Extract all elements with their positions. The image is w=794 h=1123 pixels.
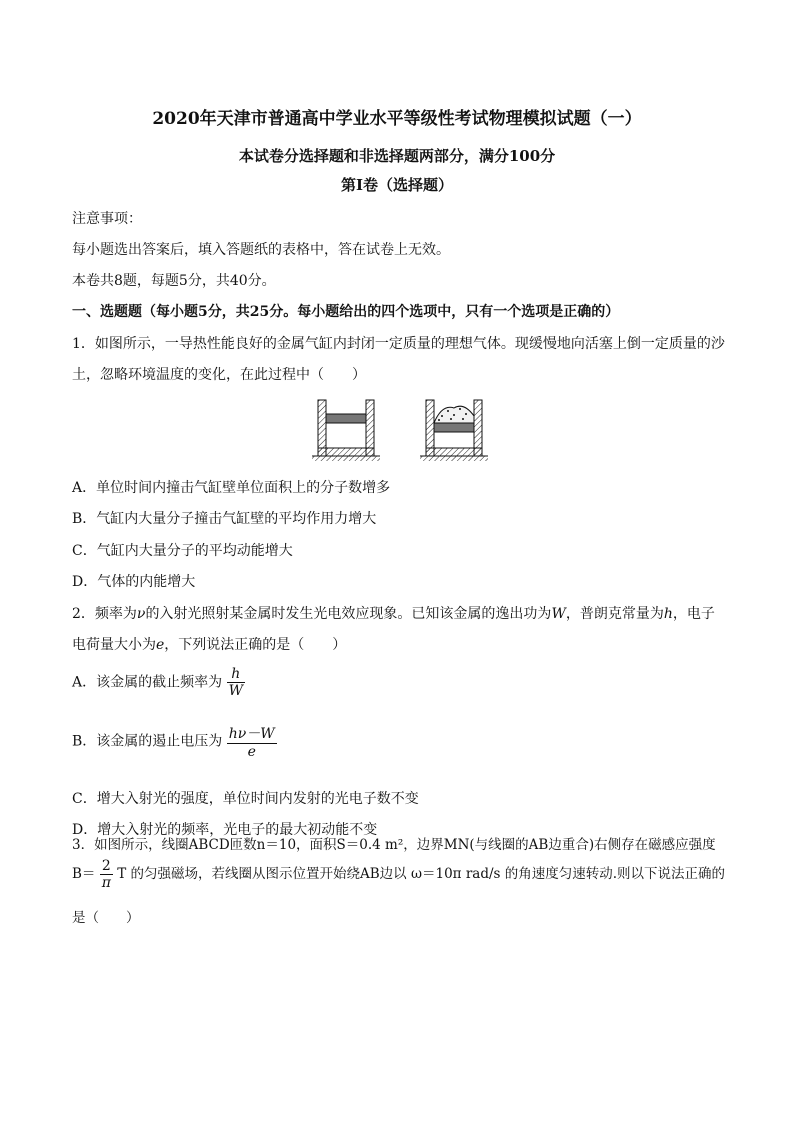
q3-text: B＝ bbox=[72, 866, 96, 882]
fraction-denominator: e bbox=[227, 743, 277, 760]
q1-option-d: D．气体的内能增大 bbox=[72, 574, 196, 590]
fraction-denominator: W bbox=[228, 683, 243, 699]
q3-stem-line-2 bbox=[72, 858, 725, 891]
q1-option-c: C．气缸内大量分子的平均动能增大 bbox=[72, 543, 293, 559]
q2-option-a-text: A．该金属的截止频率为 bbox=[72, 674, 223, 691]
q3-text: T 的匀强磁场，若线圈从图示位置开始绕AB边以 ω＝10π rad/s 的角速度匀速转动.则以下说法正确的 bbox=[117, 866, 726, 882]
q1-stem-line-1: 1．如图所示，一导热性能良好的金属气缸内封闭一定质量的理想气体。现缓慢地向活塞上倒一定质量的沙 bbox=[72, 336, 725, 352]
fraction-numerator: 2 bbox=[101, 858, 111, 874]
q3-stem-line-1: 3．如图所示，线圈ABCD匝数n＝10，面积S＝0.4 m²，边界MN(与线圈的AB边重合)右侧存在磁感应强度 bbox=[72, 837, 716, 853]
q1-option-a: A．单位时间内撞击气缸壁单位面积上的分子数增多 bbox=[72, 480, 391, 496]
q2-text: ，电子 bbox=[672, 606, 715, 622]
page-title: 2020年天津市普通高中学业水平等级性考试物理模拟试题（一） bbox=[152, 109, 642, 129]
notes-line-2: 本卷共8题，每题5分，共40分。 bbox=[72, 273, 276, 289]
page-subtitle: 本试卷分选择题和非选择题两部分，满分100分 bbox=[238, 147, 556, 165]
q2-text: 的入射光照射某金属时发生光电效应现象。已知该金属的逸出功为 bbox=[145, 606, 552, 622]
cylinder-with-sand bbox=[420, 400, 488, 461]
notes-label: 注意事项： bbox=[72, 211, 142, 227]
q2-option-a bbox=[72, 666, 245, 699]
notes-line-1: 每小题选出答案后，填入答题纸的表格中，答在试卷上无效。 bbox=[72, 242, 450, 258]
q2-text: ，下列说法正确的是（ ） bbox=[164, 637, 347, 653]
q1-stem-line-2: 土，忽略环境温度的变化，在此过程中（ ） bbox=[72, 367, 366, 383]
cylinder-without-sand bbox=[312, 400, 380, 461]
q2-stem-line-1 bbox=[72, 603, 715, 623]
q1-option-b: B．气缸内大量分子撞击气缸壁的平均作用力增大 bbox=[72, 511, 377, 527]
q3-stem-line-3: 是（ ） bbox=[72, 910, 140, 926]
fraction-numerator: h bbox=[231, 666, 241, 682]
q2-text: ，普朗克常量为 bbox=[565, 606, 664, 622]
q2-option-b-fraction bbox=[227, 723, 277, 760]
q2-text: 2．频率为 bbox=[72, 606, 137, 622]
fraction-denominator: π bbox=[101, 875, 111, 891]
q2-option-c: C．增大入射光的强度，单位时间内发射的光电子数不变 bbox=[72, 791, 419, 807]
q1-cylinder-figure bbox=[312, 396, 488, 464]
section-heading: 一、选题题（每小题5分，共25分。每小题给出的四个选项中，只有一个选项是正确的） bbox=[72, 304, 620, 320]
q2-var-e: e bbox=[156, 637, 165, 653]
q2-option-b bbox=[72, 723, 277, 760]
q2-var-w: W bbox=[551, 606, 566, 622]
q2-option-b-text: B．该金属的遏止电压为 bbox=[72, 733, 223, 750]
q2-var-h: h bbox=[663, 606, 673, 622]
fraction-numerator: hν－W bbox=[228, 726, 275, 742]
q3-field-fraction bbox=[100, 858, 113, 891]
q2-var-nu: ν bbox=[136, 606, 146, 622]
q2-text: 电荷量大小为 bbox=[72, 637, 156, 653]
volume-heading: 第Ⅰ卷（选择题） bbox=[340, 176, 454, 194]
q2-stem-line-2 bbox=[72, 634, 346, 654]
q2-option-a-fraction bbox=[227, 666, 245, 699]
q2-option-d: D．增大入射光的频率，光电子的最大初动能不变 bbox=[72, 822, 378, 838]
